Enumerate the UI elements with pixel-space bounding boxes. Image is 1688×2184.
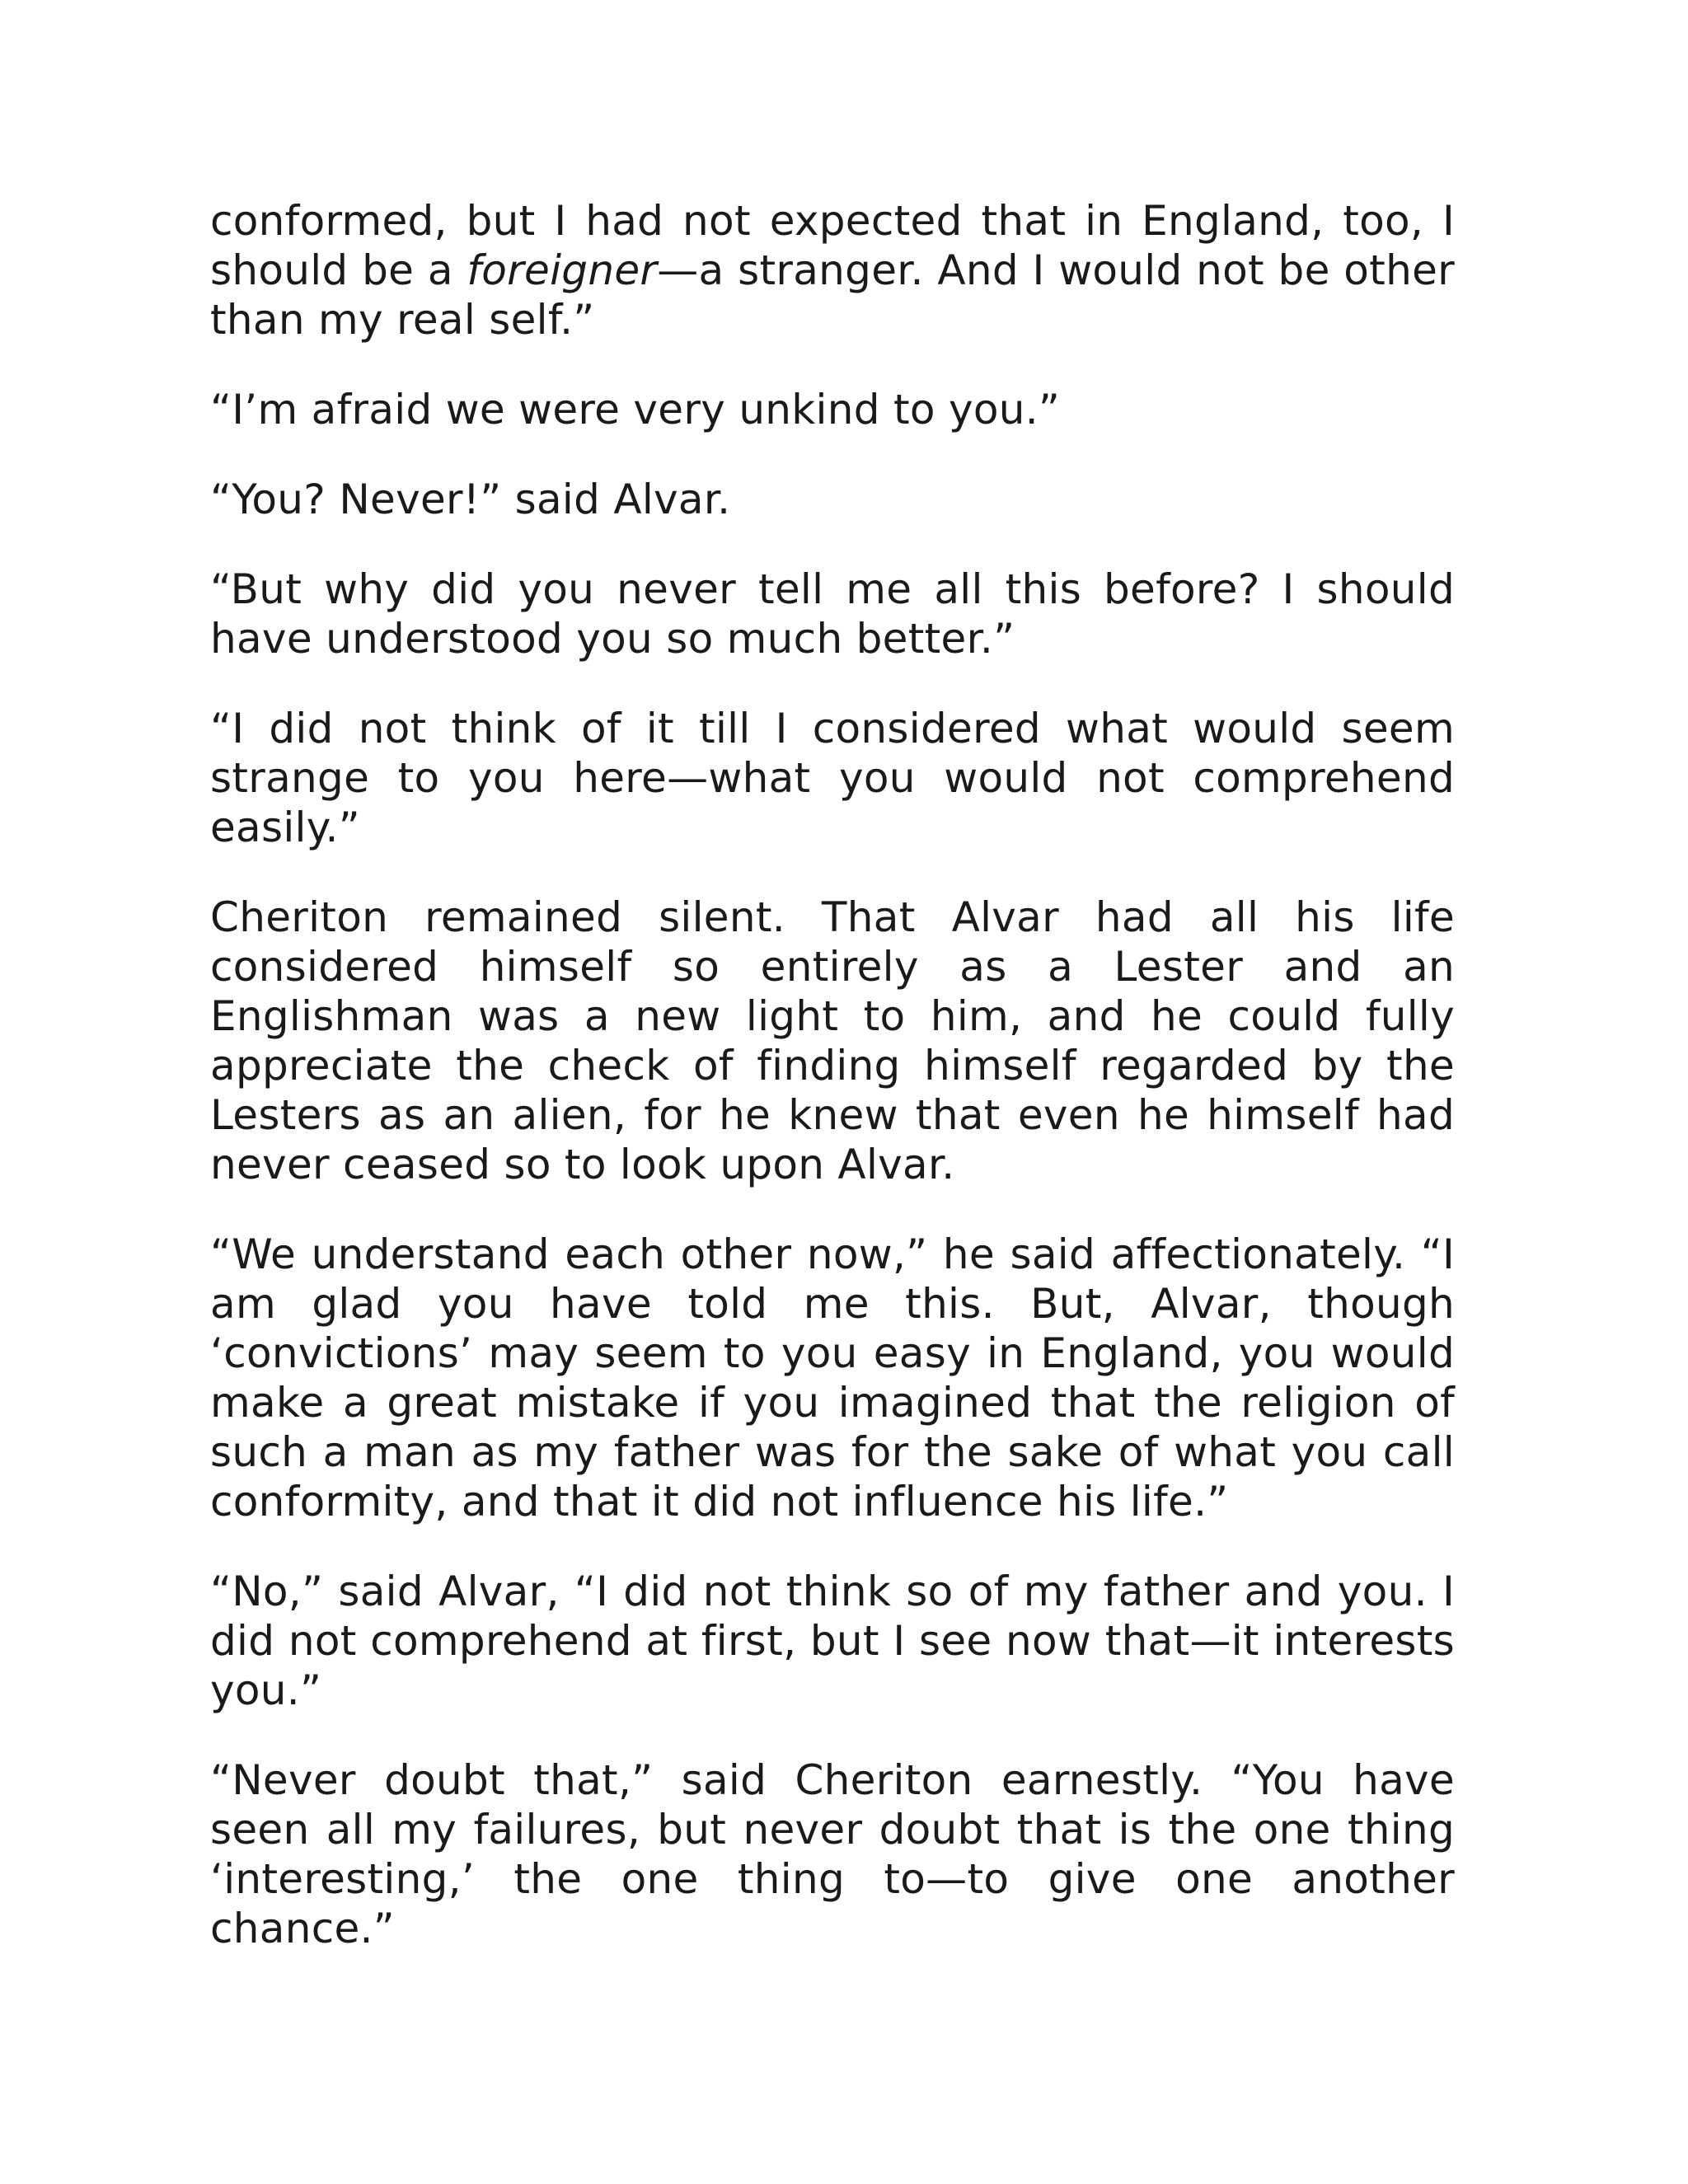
paragraph-3: “You? Never!” said Alvar. [210,476,731,523]
paragraph-1-text: conformed, but I had not expected that in England, too, I should be a [210,197,1455,294]
paragraph-1 [210,196,1455,344]
paragraph-2: “I’m afraid we were very unkind to you.” [210,386,1061,434]
paragraph-1-emphasis: foreigner [467,246,658,294]
paragraph-7: “We understand each other now,” he said affectionately. “I am glad you have told me this. But, Alvar, though ‘convictions’ may seem to you easy in England, you would make a great mistake if you imagined that the religion of such a man as my father was for the sake of what you call conformity, and that it did not influence his life.” [210,1230,1455,1526]
paragraph-6: Cheriton remained silent. That Alvar had all his life considered himself so entirely as a Lester and an Englishman was a new light to him, and he could fully appreciate the check of finding himself regarded by the Lesters as an alien, for he knew that even he himself had never ceased so to look upon Alvar. [210,893,1455,1188]
paragraph-9: “Never doubt that,” said Cheriton earnestly. “You have seen all my failures, but never doubt that is the one thing ‘interesting,’ the one thing to—to give one another chance.” [210,1756,1455,1952]
paragraph-8: “No,” said Alvar, “I did not think so of my father and you. I did not comprehend at first, but I see now that—it interests you.” [210,1568,1455,1714]
paragraph-1-text-after: —a stranger. And I would not be other than my real self.” [210,246,1455,344]
paragraph-4: “But why did you never tell me all this before? I should have understood you so much better.” [210,565,1455,663]
paragraph-5: “I did not think of it till I considered what would seem strange to you here—what you would not comprehend easily.” [210,705,1455,851]
page-body [210,196,1455,1953]
